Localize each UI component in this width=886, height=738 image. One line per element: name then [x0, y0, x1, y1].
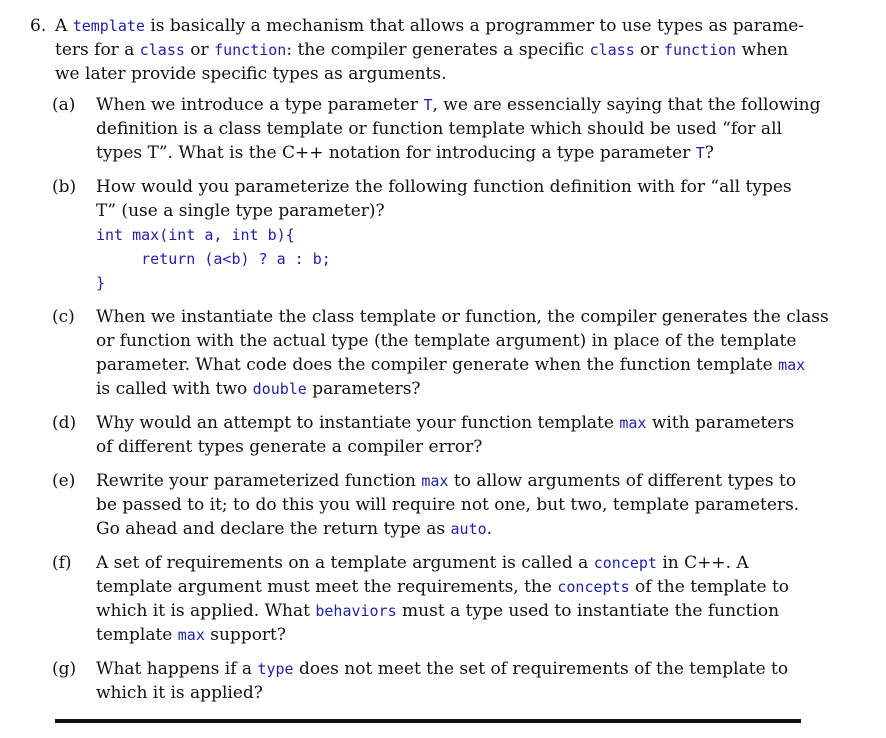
- inline-code: max: [177, 626, 205, 644]
- text-run: we later provide specific types as arguments.: [55, 64, 447, 84]
- inline-code: concepts: [557, 578, 630, 596]
- question-line: [96, 329, 802, 353]
- sub-question-label: (c): [52, 307, 75, 327]
- problem-6: [30, 14, 802, 86]
- question-line: [96, 141, 802, 165]
- inline-code: template: [72, 17, 145, 35]
- text-run: when: [736, 40, 789, 60]
- text-run: in C++. A: [656, 553, 749, 573]
- question-line: [96, 657, 802, 681]
- intro-line: [55, 38, 802, 62]
- text-run: of different types generate a compiler error?: [96, 437, 483, 457]
- text-run: When we instantiate the class template or function, the compiler generates the class: [96, 307, 829, 327]
- text-run: is basically a mechanism that allows a programmer to use types as parame-: [144, 16, 804, 36]
- text-run: be passed to it; to do this you will require not one, but two, template parameters.: [96, 495, 800, 515]
- question-line: [96, 469, 802, 493]
- text-run: or function with the actual type (the template argument) in place of the template: [96, 331, 797, 351]
- text-run: template: [96, 625, 178, 645]
- text-run: When we introduce a type parameter: [96, 95, 424, 115]
- inline-code: max: [421, 472, 449, 490]
- code-line: int max(int a, int b){: [96, 226, 295, 244]
- question-line: [96, 517, 802, 541]
- text-run: which it is applied?: [96, 683, 263, 703]
- bottom-rule: [55, 719, 801, 723]
- intro-line: [55, 14, 802, 38]
- sub-question-text: [96, 469, 802, 541]
- question-line: [96, 175, 802, 199]
- sub-question-label: (d): [52, 413, 77, 433]
- inline-code: concept: [593, 554, 657, 572]
- question-line: [96, 305, 829, 329]
- problem-number: 6.: [30, 16, 47, 36]
- text-run: must a type used to instantiate the function: [396, 601, 780, 621]
- text-run: types T”. What is the C++ notation for introducing a type parameter: [96, 143, 696, 163]
- text-run: parameters?: [306, 379, 421, 399]
- text-run: .: [486, 519, 493, 539]
- inline-code: double: [252, 380, 307, 398]
- text-run: How would you parameterize the following function definition with for “all types: [96, 177, 792, 197]
- question-line: [96, 599, 802, 623]
- sub-question: [52, 175, 802, 295]
- text-run: T” (use a single type parameter)?: [96, 201, 385, 221]
- text-run: , we are essencially saying that the following: [432, 95, 821, 115]
- text-run: : the compiler generates a specific: [286, 40, 590, 60]
- sub-question-text: [96, 93, 821, 165]
- question-line: [96, 435, 802, 459]
- sub-question-label: (f): [52, 553, 72, 573]
- text-run: A set of requirements on a template argument is called a: [96, 553, 594, 573]
- text-run: does not meet the set of requirements of the template to: [293, 659, 789, 679]
- inline-code: behaviors: [315, 602, 397, 620]
- inline-code: auto: [450, 520, 487, 538]
- sub-question-label: (a): [52, 95, 76, 115]
- inline-code: T: [695, 144, 705, 162]
- text-run: Rewrite your parameterized function: [96, 471, 422, 491]
- inline-code: T: [423, 96, 433, 114]
- sub-question-text: [96, 305, 829, 401]
- question-line: [96, 623, 802, 647]
- text-run: definition is a class template or function template which should be used “for all: [96, 119, 782, 139]
- inline-code: max: [778, 356, 806, 374]
- question-line: [96, 681, 802, 705]
- text-run: of the template to: [629, 577, 790, 597]
- sub-question-label: (e): [52, 471, 76, 491]
- text-run: is called with two: [96, 379, 253, 399]
- text-run: ?: [704, 143, 714, 163]
- text-run: Why would an attempt to instantiate your function template: [96, 413, 620, 433]
- question-line: [96, 199, 802, 223]
- inline-code: max: [619, 414, 647, 432]
- intro-line: [55, 62, 802, 86]
- text-run: parameter. What code does the compiler generate when the function template: [96, 355, 779, 375]
- sub-question-label: (b): [52, 177, 77, 197]
- text-run: with parameters: [646, 413, 795, 433]
- question-line: [96, 575, 802, 599]
- sub-question: [52, 469, 802, 541]
- sub-question-text: [96, 657, 802, 705]
- code-line: }: [96, 274, 106, 292]
- inline-code: function: [663, 41, 737, 59]
- text-run: which it is applied. What: [96, 601, 316, 621]
- question-line: [96, 493, 802, 517]
- sub-question-text: [96, 175, 802, 223]
- text-run: A: [55, 16, 73, 36]
- text-run: to allow arguments of different types to: [448, 471, 797, 491]
- sub-question: [52, 305, 829, 401]
- text-run: What happens if a: [96, 659, 258, 679]
- sub-question: [52, 411, 802, 459]
- sub-question-label: (g): [52, 659, 77, 679]
- code-line: return (a<b) ? a : b;: [96, 250, 331, 268]
- sub-question-text: [96, 551, 802, 647]
- sub-questions: [52, 93, 829, 715]
- inline-code: class: [589, 41, 635, 59]
- question-line: [96, 551, 802, 575]
- text-run: template argument must meet the requirements, the: [96, 577, 558, 597]
- text-run: Go ahead and declare the return type as: [96, 519, 451, 539]
- problem-intro: [55, 14, 802, 86]
- question-line: [96, 93, 821, 117]
- inline-code: function: [214, 41, 287, 59]
- code-block: [96, 223, 802, 295]
- sub-question-text: [96, 411, 802, 459]
- text-run: or: [634, 40, 664, 60]
- inline-code: type: [257, 660, 294, 678]
- question-line: [96, 117, 802, 141]
- question-line: [96, 411, 802, 435]
- sub-question: [52, 657, 802, 705]
- question-line: [96, 377, 802, 401]
- sub-question: [52, 93, 821, 165]
- inline-code: class: [139, 41, 185, 59]
- text-run: or: [184, 40, 215, 60]
- question-line: [96, 353, 806, 377]
- sub-question: [52, 551, 802, 647]
- text-run: ters for a: [55, 40, 140, 60]
- text-run: support?: [204, 625, 287, 645]
